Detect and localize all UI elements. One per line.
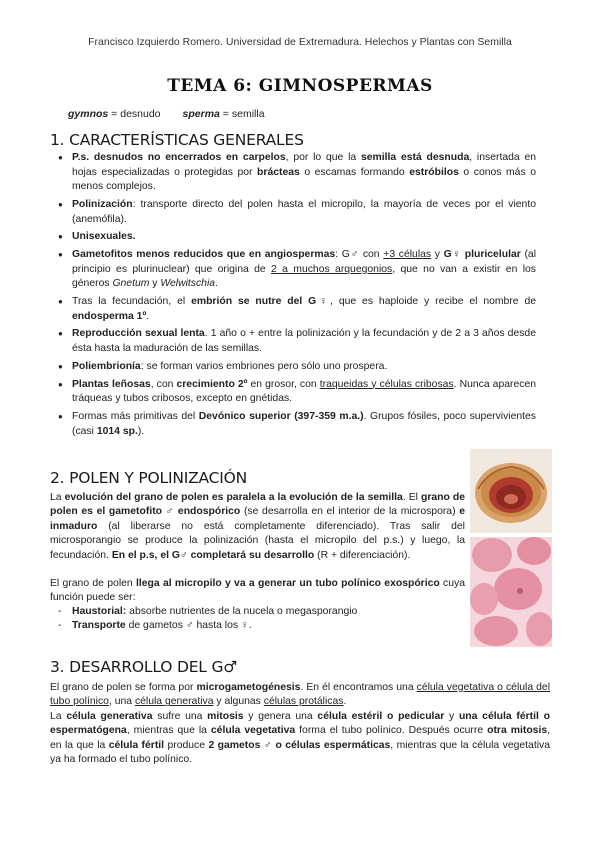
list-item: ● Gametofitos menos reducidos que en angiospermas: G♂ con +3 células y G♀ pluricelular (al principio es plurinuclear) que origina de 2 a muchos arquegonios, que no van a existir en los géneros Gnetum y Welwitschia. xyxy=(58,248,536,292)
list-item: ● P.s. desnudos no encerrados en carpelos, por lo que la semilla está desnuda, insertada en hojas especializadas o protegidas por brácteas o escamas formando estróbilos o conos más o menos complejos. xyxy=(58,151,536,195)
pollen-paragraph-2: El grano de polen llega al micropilo y va a generar un tubo polínico exospórico cuya función puede ser: xyxy=(50,578,465,604)
list-item: ● Plantas leñosas, con crecimiento 2º en grosor, con traqueidas y células cribosas. Nunca aparecen tráqueas y tubos cribosos, excepto en gnétidas. xyxy=(58,378,536,407)
pollen-grain-photo xyxy=(470,449,552,533)
term-sperma: sperma xyxy=(182,108,220,120)
characteristics-list xyxy=(58,151,536,442)
list-item: ● Reproducción sexual lenta. 1 año o + entre la polinización y la fecundación y de 2 a 3 años desde ésta hasta la maduración de las semillas. xyxy=(58,327,536,356)
list-item: - Haustorial: absorbe nutrientes de la nucela o megasporangio xyxy=(54,605,464,619)
pollen-tube-functions xyxy=(54,605,464,634)
development-paragraph-1: El grano de polen se forma por microgametogénesis. En él encontramos una célula vegetativa o célula del tubo polínico, una célula generativa y algunas células protálicas. xyxy=(50,682,551,708)
list-item: ● Polinización: transporte directo del polen hasta el micropilo, la mayoría de veces por el viento (anemófila). xyxy=(58,198,536,227)
section-heading-2: 2. POLEN Y POLINIZACIÓN xyxy=(50,469,248,487)
pollen-cells-photo xyxy=(470,537,552,647)
list-item: ● Tras la fecundación, el embrión se nutre del G♀, que es haploide y recibe el nombre de endosperma 1º. xyxy=(58,295,536,324)
section-heading-3: 3. DESARROLLO DEL G♂ xyxy=(50,658,237,676)
etymology-line xyxy=(68,108,265,120)
list-item: ● Poliembrionía: se forman varios embriones pero sólo uno prospera. xyxy=(58,360,536,375)
running-header: Francisco Izquierdo Romero. Universidad de Extremadura. Helechos y Plantas con Semilla xyxy=(88,36,512,48)
pollen-paragraph-1: La evolución del grano de polen es paralela a la evolución de la semilla. El grano de polen es el gametofito ♂ endospórico (se desarrolla en el interior de la microspora) e inmaduro (al liberarse no está completamente diferenciado). Tras salir del microsporangio se produce la polinización (hasta el micropilo del p.s.) y luego, la fecundación. En el p.s, el G♂ completará su desarrollo (R + diferenciación). xyxy=(50,492,465,561)
list-item: - Transporte de gametos ♂ hasta los ♀. xyxy=(54,619,464,633)
development-paragraph-2: La célula generativa sufre una mitosis y genera una célula estéril o pedicular y una célula fértil o espermatógena, mientras que la célula vegetativa forma el tubo polínico. Después ocurre otra mitosis, en la que la célula fértil produce 2 gametos ♂ o células espermáticas, mientras que la célula vegetativa ya ha formado el tubo polínico. xyxy=(50,711,551,766)
term-sperma-meaning: = semilla xyxy=(219,108,265,120)
list-item: ● Formas más primitivas del Devónico superior (397-359 m.a.). Grupos fósiles, poco supervivientes (casi 1014 sp.). xyxy=(58,410,536,439)
section-heading-1: 1. CARACTERÍSTICAS GENERALES xyxy=(50,131,304,149)
page-title: TEMA 6: GIMNOSPERMAS xyxy=(167,76,433,96)
list-item: ● Unisexuales. xyxy=(58,230,536,245)
term-gymnos-meaning: = desnudo xyxy=(108,108,161,120)
term-gymnos: gymnos xyxy=(68,108,109,120)
